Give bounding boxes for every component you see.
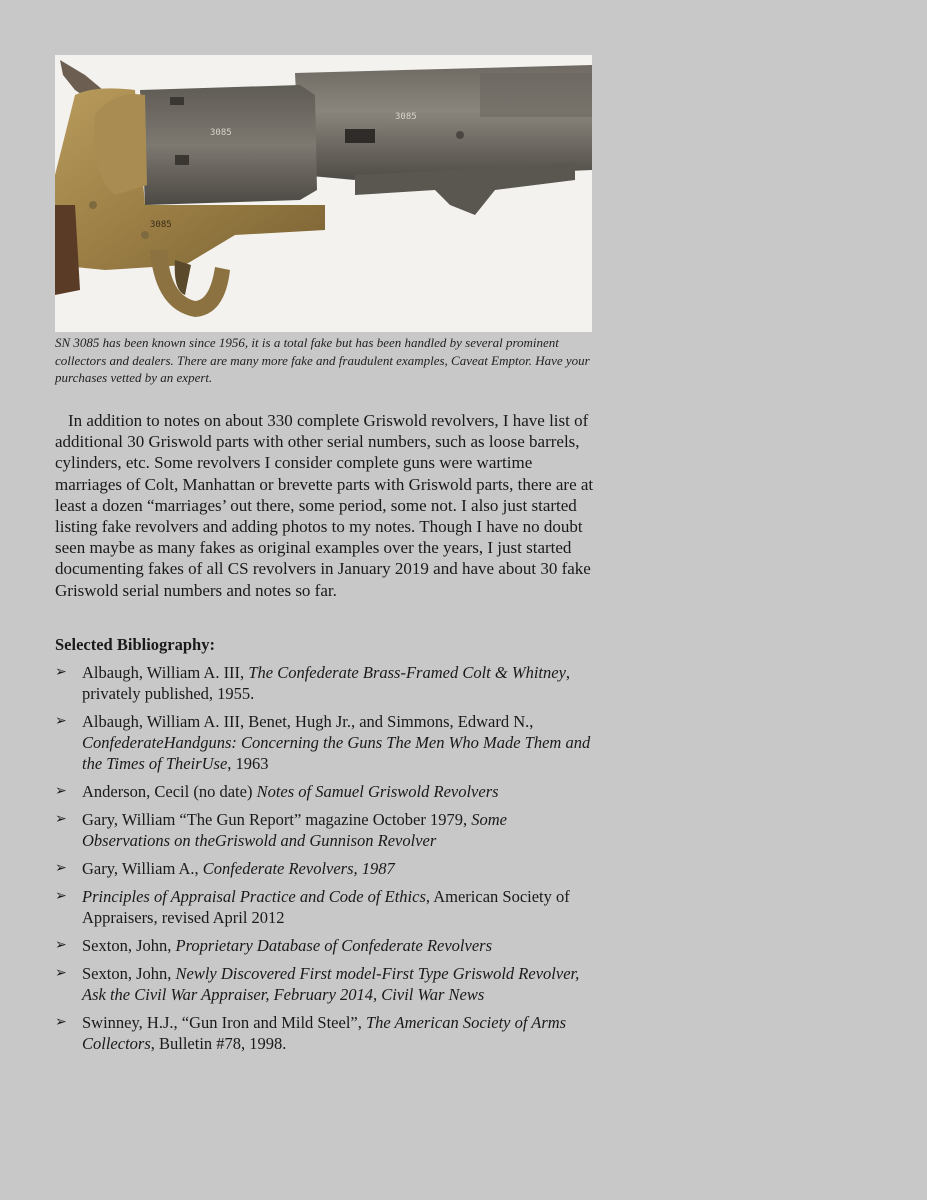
- bullet-arrow-icon: ➢: [55, 860, 67, 876]
- photo-caption: SN 3085 has been known since 1956, it is a total fake but has been handled by several prominent collectors and dealers. There are many more fake and fraudulent examples, Caveat Emptor. Have your purchases vetted by an expert.: [55, 335, 590, 385]
- bullet-arrow-icon: ➢: [55, 937, 67, 953]
- bullet-arrow-icon: ➢: [55, 1014, 67, 1030]
- barrel-serial: 3085: [395, 112, 417, 122]
- bibliography-item: ➢ Sexton, John, Newly Discovered First model-First Type Griswold Revolver, Ask the Civil War Appraiser, February 2014, Civil War News: [55, 964, 580, 1004]
- bullet-arrow-icon: ➢: [55, 811, 67, 827]
- bullet-arrow-icon: ➢: [55, 713, 67, 729]
- cylinder-serial: 3085: [210, 128, 232, 138]
- revolver-photo: [55, 55, 592, 332]
- bullet-arrow-icon: ➢: [55, 664, 67, 680]
- bullet-arrow-icon: ➢: [55, 965, 67, 981]
- bibliography-heading: Selected Bibliography:: [55, 635, 215, 654]
- bibliography-item: ➢ Swinney, H.J., “Gun Iron and Mild Steel”, The American Society of Arms Collectors, Bulletin #78, 1998.: [55, 1013, 567, 1053]
- bibliography-list: [55, 662, 595, 1061]
- bibliography-item: ➢ Anderson, Cecil (no date) Notes of Samuel Griswold Revolvers: [55, 782, 499, 801]
- revolver-illustration: [55, 55, 592, 332]
- body-paragraph: In addition to notes on about 330 complete Griswold revolvers, I have list of additional 30 Griswold parts with other serial numbers, such as loose barrels, cylinders, etc. Some revolvers I consider complete guns were wartime marriages of Colt, Manhattan or brevette parts with Griswold parts, there are at least a dozen “marriages’ out there, some period, some not. I also just started listing fake revolvers and adding photos to my notes. Though I have no doubt seen maybe as many fakes as original examples over the years, I just started documenting fakes of all CS revolvers in January 2019 and have about 30 fake Griswold serial numbers and notes so far.: [55, 411, 594, 600]
- bibliography-item: ➢ Gary, William “The Gun Report” magazine October 1979, Some Observations on theGriswold and Gunnison Revolver: [55, 810, 507, 850]
- bibliography-item: ➢ Principles of Appraisal Practice and Code of Ethics, American Society of Appraisers, revised April 2012: [55, 887, 570, 927]
- bullet-arrow-icon: ➢: [55, 888, 67, 904]
- bibliography-item: ➢ Sexton, John, Proprietary Database of Confederate Revolvers: [55, 936, 493, 955]
- bullet-arrow-icon: ➢: [55, 783, 67, 799]
- frame-serial: 3085: [150, 220, 172, 230]
- bibliography-item: ➢ Albaugh, William A. III, The Confederate Brass-Framed Colt & Whitney, privately published, 1955.: [55, 663, 571, 703]
- bibliography-item: ➢ Albaugh, William A. III, Benet, Hugh Jr., and Simmons, Edward N., ConfederateHandguns: Concerning the Guns The Men Who Made Them and the Times of TheirUse, 1963: [55, 712, 591, 773]
- bibliography-item: ➢ Gary, William A., Confederate Revolvers, 1987: [55, 859, 395, 878]
